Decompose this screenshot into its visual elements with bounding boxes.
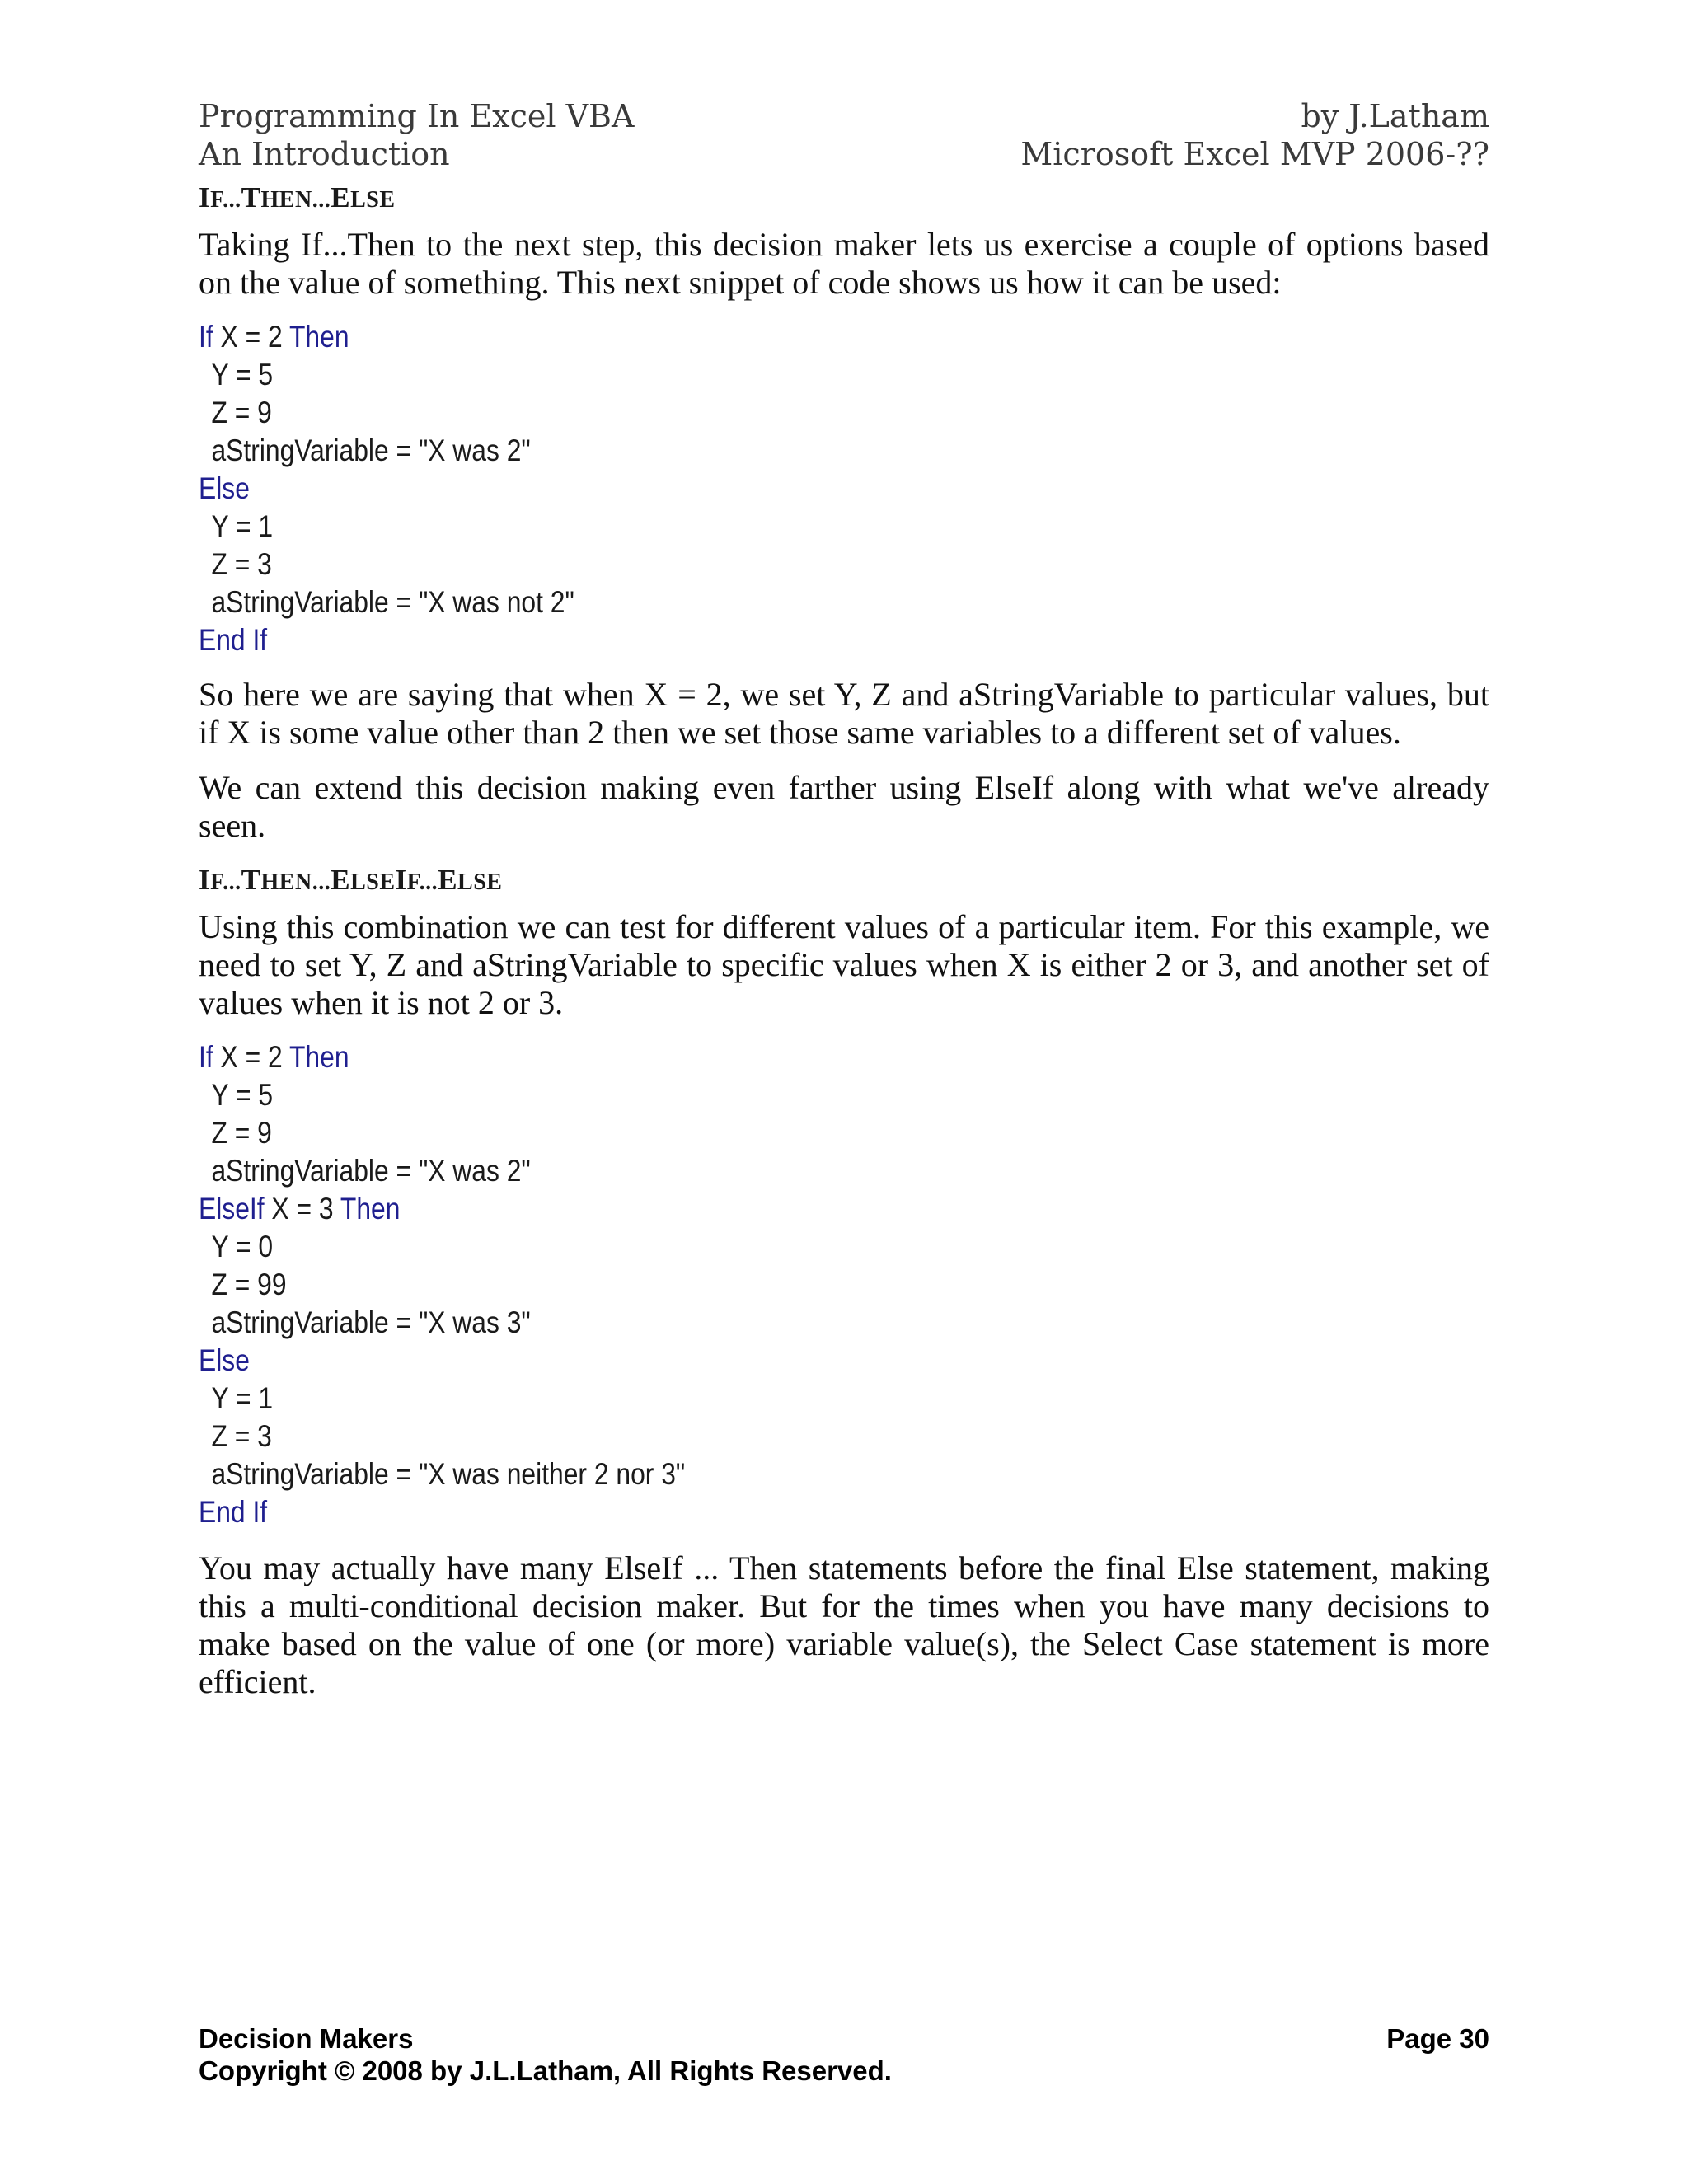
code-block-if-elseif-else [199,1038,685,1531]
code-line [199,1266,685,1304]
code-keyword: Else [199,1343,250,1377]
code-keyword: If [199,1040,213,1074]
code-line [199,394,574,432]
code-text: Y = 1 [211,1381,274,1415]
code-line [199,1114,685,1152]
code-text: Y = 0 [211,1230,274,1263]
code-line [199,432,574,470]
code-text: aStringVariable = "X was 2" [211,1154,531,1188]
code-keyword: End If [199,623,268,657]
header-credential: Microsoft Excel MVP 2006-?? [1020,136,1489,172]
code-line [199,583,574,621]
code-text: Y = 5 [211,1078,274,1112]
paragraph-line: make based on the value of one (or more) variable value(s), the Select Case statement is more [199,1625,1489,1662]
section-heading-if-then-else: IF...THEN...ELSE [199,181,396,213]
code-text: Y = 1 [211,509,274,543]
section1-extend-paragraph [199,769,1489,845]
paragraph-line: You may actually have many ElseIf ... Then statements before the final Else statement, making [199,1549,1489,1586]
section2-conclusion-paragraph [199,1549,1489,1701]
header-title: Programming In Excel VBA [199,98,635,134]
paragraph-line: So here we are saying that when X = 2, we set Y, Z and aStringVariable to particular values, but [199,676,1489,713]
code-line [199,546,574,583]
paragraph-line: values when it is not 2 or 3. [199,984,564,1021]
code-line [199,1418,685,1455]
code-text: Z = 9 [211,396,272,429]
code-text: X = 2 [213,1040,289,1074]
code-line [199,1152,685,1190]
header-author: by J.Latham [1301,98,1489,134]
code-line [199,1190,685,1228]
header-subtitle: An Introduction [199,136,450,172]
paragraph-line: on the value of something. This next snippet of code shows us how it can be used: [199,264,1282,301]
code-text: X = 3 [264,1192,340,1226]
code-text: Z = 99 [211,1268,287,1301]
section1-intro-paragraph [199,226,1489,302]
code-line [199,621,574,659]
section-heading-if-then-elseif-else: IF...THEN...ELSEIF...ELSE [199,864,503,896]
code-line [199,318,574,356]
code-keyword: ElseIf [199,1192,265,1226]
code-line [199,1038,685,1076]
code-line [199,1228,685,1266]
paragraph-line: efficient. [199,1663,316,1700]
footer-row [199,2022,1489,2055]
code-text: aStringVariable = "X was 2" [211,434,531,467]
code-text: Z = 9 [211,1116,272,1150]
paragraph-line: need to set Y, Z and aStringVariable to specific values when X is either 2 or 3, and another set of [199,946,1489,983]
paragraph-line: We can extend this decision making even farther using ElseIf along with what we've already [199,769,1489,806]
code-line [199,356,574,394]
footer-page-number: Page 30 [1386,2023,1489,2054]
code-line [199,1304,685,1342]
paragraph-line: Taking If...Then to the next step, this decision maker lets us exercise a couple of options based [199,226,1489,263]
section1-explanation-paragraph [199,676,1489,752]
code-line [199,470,574,508]
code-line [199,1076,685,1114]
code-text: aStringVariable = "X was not 2" [211,585,574,619]
section2-intro-paragraph [199,908,1489,1022]
code-keyword: Then [340,1192,401,1226]
code-line [199,1493,685,1531]
paragraph-line: if X is some value other than 2 then we set those same variables to a different set of values. [199,714,1401,751]
code-keyword: Else [199,471,250,505]
code-keyword: If [199,320,213,354]
code-keyword: Then [288,320,349,354]
code-text: aStringVariable = "X was neither 2 nor 3" [211,1457,686,1491]
paragraph-line: seen. [199,807,266,844]
code-line [199,1380,685,1418]
code-keyword: Then [288,1040,349,1074]
code-block-if-then-else [199,318,574,659]
paragraph-line: this a multi-conditional decision maker. But for the times when you have many decisions to [199,1587,1489,1624]
code-text: Z = 3 [211,547,272,581]
paragraph-line: Using this combination we can test for different values of a particular item. For this example, we [199,908,1489,945]
code-keyword: End If [199,1495,268,1529]
code-text: Y = 5 [211,358,274,391]
code-text: aStringVariable = "X was 3" [211,1305,531,1339]
code-line [199,1342,685,1380]
footer-copyright: Copyright © 2008 by J.L.Latham, All Rights Reserved. [199,2055,892,2086]
code-text: X = 2 [213,320,289,354]
code-line [199,508,574,546]
code-line [199,1455,685,1493]
footer-chapter: Decision Makers [199,2023,414,2054]
code-text: Z = 3 [211,1419,272,1453]
